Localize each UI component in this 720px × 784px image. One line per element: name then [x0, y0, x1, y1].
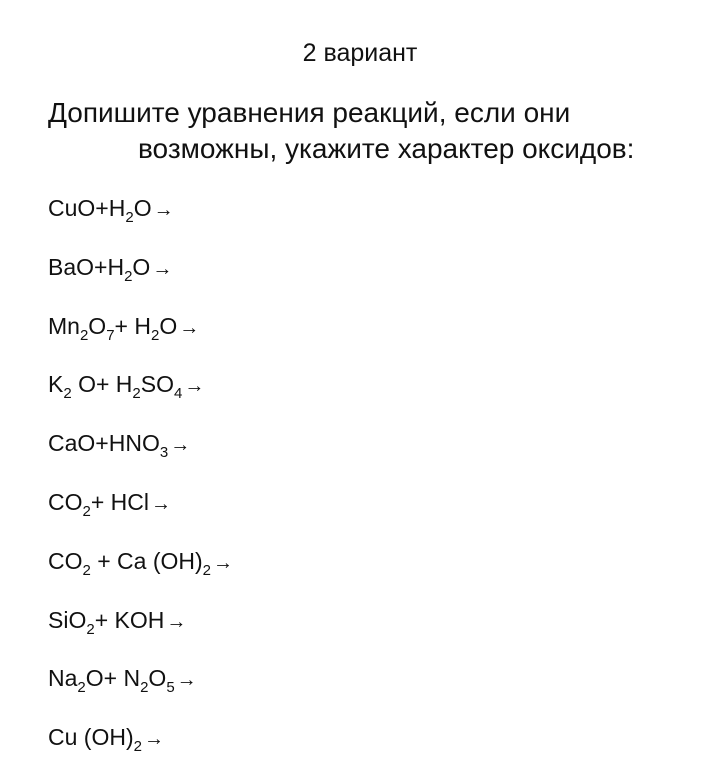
variant-title: 2 вариант — [302, 39, 418, 67]
subscript: 2 — [79, 326, 89, 344]
formula-text: Cu (OH) — [48, 724, 134, 751]
reaction-arrow-icon: → — [151, 492, 171, 515]
reaction-arrow-icon: → — [152, 257, 173, 280]
task-instruction-line-2: возможны, укажите характер оксидов: — [138, 133, 635, 164]
formula-text: O — [133, 195, 152, 221]
equation-5 — [48, 426, 233, 485]
equation-1 — [48, 191, 233, 250]
reaction-arrow-icon: → — [179, 316, 200, 339]
formula-text: CO — [48, 547, 83, 574]
formula-text: O — [159, 312, 178, 339]
formula-text: SO — [140, 371, 174, 398]
formula-text: Mn — [48, 312, 80, 339]
formula-text: O+ N — [85, 665, 141, 692]
subscript: 2 — [86, 620, 95, 638]
reaction-arrow-icon: → — [170, 434, 191, 457]
equation-9 — [48, 661, 233, 720]
formula-text: + KOH — [94, 606, 165, 633]
formula-text: K — [48, 371, 64, 398]
reaction-arrow-icon: → — [184, 375, 205, 398]
equation-3 — [48, 309, 233, 368]
subscript: 3 — [159, 444, 169, 462]
subscript: 2 — [150, 326, 160, 344]
subscript: 2 — [140, 679, 149, 697]
formula-text: CO — [48, 488, 83, 515]
subscript: 5 — [166, 679, 175, 697]
formula-text: O — [132, 253, 151, 280]
subscript: 7 — [106, 326, 115, 344]
task-instruction-line-1: Допишите уравнения реакций, если они — [48, 97, 571, 128]
reaction-arrow-icon: → — [153, 199, 174, 221]
subscript: 2 — [125, 209, 134, 226]
subscript: 4 — [173, 385, 183, 403]
equation-2 — [48, 250, 233, 309]
formula-text: O+ H — [71, 371, 133, 398]
formula-text: + H — [114, 312, 151, 339]
reaction-arrow-icon: → — [213, 551, 234, 574]
formula-text: + Ca (OH) — [90, 547, 203, 574]
subscript: 2 — [133, 738, 142, 756]
subscript: 2 — [63, 385, 72, 403]
subscript: 2 — [77, 679, 86, 697]
equation-6 — [48, 485, 233, 544]
subscript: 2 — [202, 561, 212, 579]
subscript: 2 — [124, 267, 133, 285]
reaction-arrow-icon: → — [143, 728, 164, 751]
formula-text: + HCl — [90, 488, 149, 515]
equation-10 — [48, 720, 233, 779]
formula-text: SiO — [48, 606, 87, 633]
formula-text: CuO+H — [48, 195, 126, 221]
equation-8 — [48, 603, 233, 662]
subscript: 2 — [82, 502, 91, 520]
subscript: 2 — [82, 561, 91, 579]
formula-text: CaO+HNO — [48, 430, 160, 457]
equation-list — [48, 191, 233, 779]
equation-7 — [48, 544, 233, 603]
equation-4 — [48, 367, 233, 426]
formula-text: O — [148, 665, 167, 692]
reaction-arrow-icon: → — [166, 610, 187, 633]
reaction-arrow-icon: → — [176, 669, 197, 692]
formula-text: Na — [48, 665, 78, 692]
formula-text: BaO+H — [48, 253, 125, 280]
formula-text: O — [88, 312, 107, 339]
subscript: 2 — [132, 385, 141, 403]
